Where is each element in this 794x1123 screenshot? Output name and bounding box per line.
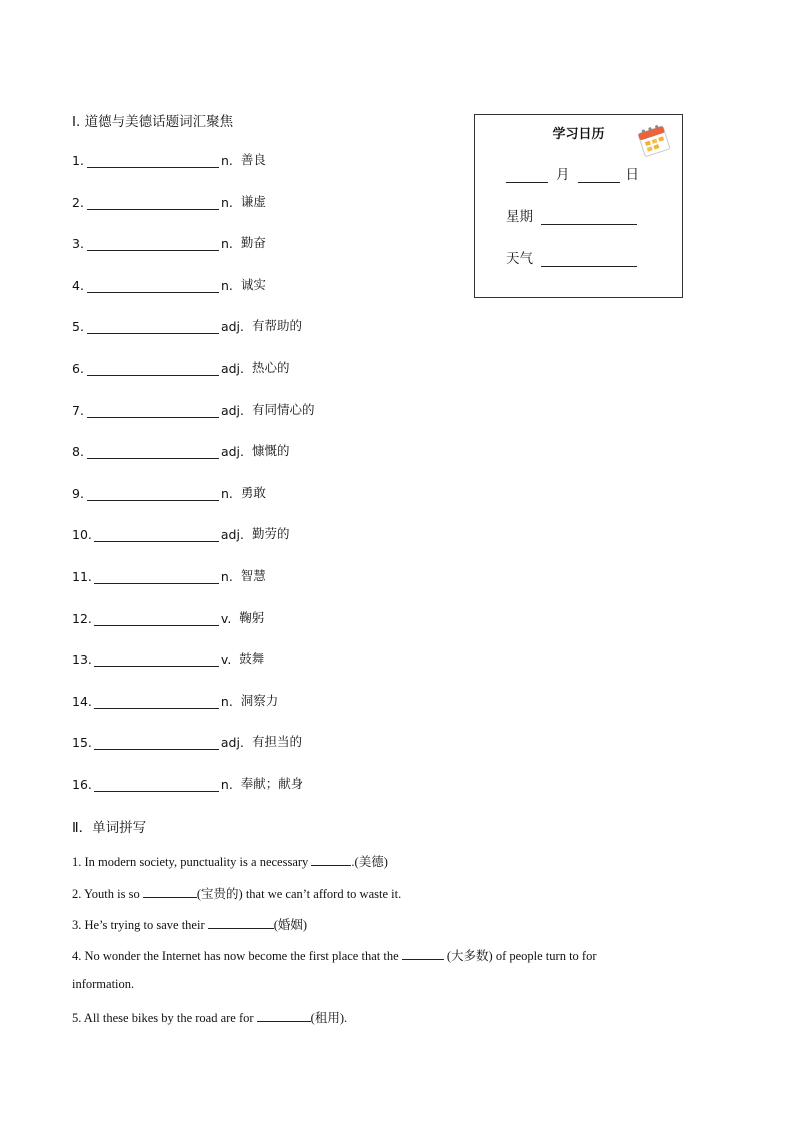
part-of-speech: n. xyxy=(220,195,233,210)
answer-blank[interactable] xyxy=(94,611,219,626)
vocab-item xyxy=(72,150,266,168)
day-blank[interactable] xyxy=(578,168,620,183)
item-number: 9. xyxy=(72,486,84,501)
answer-blank[interactable] xyxy=(87,486,219,501)
meaning: 智慧 xyxy=(240,568,266,583)
month-blank[interactable] xyxy=(506,168,548,183)
vocab-item xyxy=(72,566,266,584)
answer-blank[interactable] xyxy=(94,777,219,792)
answer-blank[interactable] xyxy=(87,153,219,168)
part-of-speech: n. xyxy=(220,486,233,501)
item-number: 11. xyxy=(72,569,92,584)
meaning: 勤奋 xyxy=(240,235,266,250)
part-of-speech: n. xyxy=(220,153,233,168)
vocab-item xyxy=(72,608,264,626)
vocab-item xyxy=(72,233,266,251)
calendar-week-row: 星期 xyxy=(506,205,637,225)
calendar-icon xyxy=(635,121,675,161)
part-of-speech: v. xyxy=(220,611,232,626)
answer-blank-2[interactable] xyxy=(143,885,197,898)
answer-blank[interactable] xyxy=(94,694,219,709)
answer-blank-4[interactable] xyxy=(402,947,444,960)
meaning: 慷慨的 xyxy=(251,443,290,458)
vocab-item xyxy=(72,358,290,376)
part-of-speech: n. xyxy=(220,569,233,584)
meaning: 洞察力 xyxy=(240,693,279,708)
part-of-speech: v. xyxy=(220,652,232,667)
answer-blank[interactable] xyxy=(87,444,219,459)
calendar-date-row: 月 日 xyxy=(506,163,639,183)
meaning: 有同情心的 xyxy=(251,402,315,417)
meaning: 勤劳的 xyxy=(251,526,290,541)
vocab-item xyxy=(72,275,266,293)
item-number: 15. xyxy=(72,735,92,750)
sentence-1: 1. In modern society, punctuality is a necessary .(美德) xyxy=(72,855,388,869)
item-number: 2. xyxy=(72,195,84,210)
answer-blank[interactable] xyxy=(87,236,219,251)
part-of-speech: adj. xyxy=(220,444,244,459)
part-of-speech: n. xyxy=(220,694,233,709)
week-blank[interactable] xyxy=(541,210,637,225)
answer-blank[interactable] xyxy=(87,361,219,376)
part-of-speech: adj. xyxy=(220,403,244,418)
sentence-5: 5. All these bikes by the road are for (租用). xyxy=(72,1011,348,1025)
meaning: 有担当的 xyxy=(251,734,302,749)
vocab-item xyxy=(72,400,315,418)
part-of-speech: adj. xyxy=(220,527,244,542)
meaning: 勇敢 xyxy=(240,485,266,500)
part-of-speech: adj. xyxy=(220,319,244,334)
sentence-4-continued: information. xyxy=(72,977,135,991)
item-number: 12. xyxy=(72,611,92,626)
vocab-item xyxy=(72,316,302,334)
meaning: 诚实 xyxy=(240,277,266,292)
answer-blank[interactable] xyxy=(87,278,219,293)
meaning: 热心的 xyxy=(251,360,290,375)
part-of-speech: n. xyxy=(220,777,233,792)
meaning: 有帮助的 xyxy=(251,318,302,333)
meaning: 善良 xyxy=(240,152,266,167)
section-2-title: Ⅱ．单词拼写 xyxy=(72,820,147,836)
answer-blank[interactable] xyxy=(94,652,219,667)
sentence-2: 2. Youth is so (宝贵的) that we can’t afford to waste it. xyxy=(72,887,402,901)
answer-blank[interactable] xyxy=(94,569,219,584)
answer-blank-3[interactable] xyxy=(208,916,274,929)
section-1-title: Ⅰ. 道德与美德话题词汇聚焦 xyxy=(72,114,234,130)
part-of-speech: n. xyxy=(220,278,233,293)
study-calendar xyxy=(474,114,683,298)
item-number: 1. xyxy=(72,153,84,168)
item-number: 16. xyxy=(72,777,92,792)
item-number: 5. xyxy=(72,319,84,334)
sentence-4: 4. No wonder the Internet has now become the first place that the (大多数) of people turn to for xyxy=(72,949,597,963)
item-number: 3. xyxy=(72,236,84,251)
vocab-item xyxy=(72,774,303,792)
answer-blank[interactable] xyxy=(94,735,219,750)
meaning: 奉献；献身 xyxy=(240,776,304,791)
calendar-title: 学习日历 xyxy=(552,127,605,142)
answer-blank-1[interactable] xyxy=(311,853,351,866)
meaning: 谦虚 xyxy=(240,194,266,209)
meaning: 鞠躬 xyxy=(239,610,265,625)
item-number: 8. xyxy=(72,444,84,459)
item-number: 7. xyxy=(72,403,84,418)
meaning: 鼓舞 xyxy=(239,651,265,666)
part-of-speech: adj. xyxy=(220,361,244,376)
vocab-item xyxy=(72,649,264,667)
item-number: 13. xyxy=(72,652,92,667)
sentence-3: 3. He’s trying to save their (婚姻) xyxy=(72,918,308,932)
vocab-item xyxy=(72,691,278,709)
part-of-speech: adj. xyxy=(220,735,244,750)
item-number: 14. xyxy=(72,694,92,709)
item-number: 6. xyxy=(72,361,84,376)
vocab-item xyxy=(72,483,266,501)
part-of-speech: n. xyxy=(220,236,233,251)
calendar-weather-row: 天气 xyxy=(506,247,637,267)
vocab-item xyxy=(72,732,302,750)
weather-blank[interactable] xyxy=(541,252,637,267)
answer-blank[interactable] xyxy=(87,319,219,334)
item-number: 10. xyxy=(72,527,92,542)
answer-blank-5[interactable] xyxy=(257,1009,311,1022)
item-number: 4. xyxy=(72,278,84,293)
answer-blank[interactable] xyxy=(87,403,219,418)
answer-blank[interactable] xyxy=(87,195,219,210)
vocab-item xyxy=(72,524,289,542)
vocab-item xyxy=(72,192,266,210)
vocab-item xyxy=(72,441,290,459)
answer-blank[interactable] xyxy=(94,527,219,542)
